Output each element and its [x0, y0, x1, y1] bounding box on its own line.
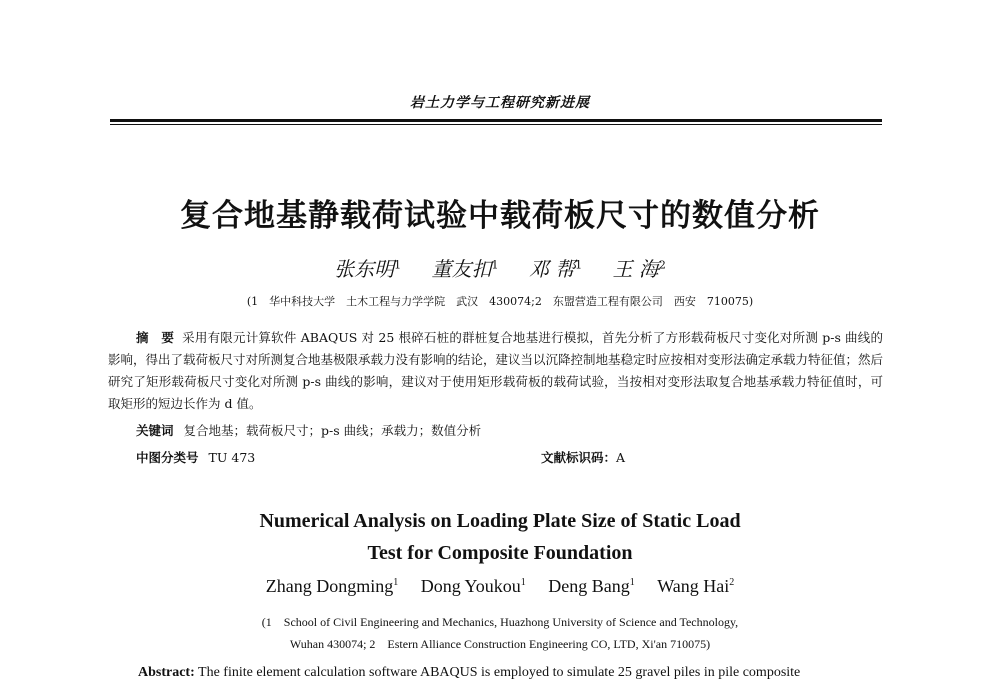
classification-row — [108, 447, 883, 469]
author-en: Deng Bang$^1$ — [548, 576, 635, 596]
document-code-label: 文献标识码： — [541, 450, 617, 465]
author-cn: 董友扣$^1$ — [431, 257, 499, 281]
abstract-cn — [108, 327, 883, 415]
affiliation-en-line: Wuhan 430074; 2 Estern Alliance Construction Engineering CO, LTD, Xi'an 710075) — [289, 637, 711, 651]
classification-value: TU 473 — [208, 450, 256, 465]
author-en: Dong Youkou$^1$ — [420, 576, 526, 596]
journal-header: 岩土力学与工程研究新进展 — [410, 95, 590, 111]
document-code — [541, 447, 625, 469]
abstract-cn-text: 采用有限元计算软件 ABAQUS 对 25 根碎石桩的群桩复合地基进行模拟，首先分析了方形载荷板尺寸变化对所测 p-s 曲线的影响，得出了载荷板尺寸对所测复合地基极限承载力没有影响的结论，建议当以沉降控制地基稳定时应按相对变形法确定承载力特征值；然后研究了矩形载荷板尺寸变化对所测 p-s 曲线的影响，建议对于使用矩形载荷板的载荷试验，当按相对变形法取复合地基承载力特征值时，可取矩形的短边长作为 d 值。 — [108, 330, 884, 411]
author-en: Zhang Dongming$^1$ — [265, 576, 399, 596]
author-en: Wang Hai$^2$ — [657, 576, 735, 596]
abstract-en-label: Abstract: — [138, 665, 195, 680]
authors-en — [0, 576, 1000, 597]
author-cn: 王 海$^2$ — [612, 257, 666, 281]
author-cn: 张东明$^1$ — [334, 257, 402, 281]
document-code-value: A — [616, 450, 626, 465]
abstract-en — [138, 665, 898, 681]
keywords-cn — [108, 420, 883, 442]
author-cn: 邓 帮$^1$ — [528, 257, 583, 281]
affiliation-en-line: (1 School of Civil Engineering and Mechanics, Huazhong University of Science and Technology, — [261, 615, 739, 629]
title-en-line: Test for Composite Foundation — [367, 542, 633, 564]
abstract-en-text: The finite element calculation software ABAQUS is employed to simulate 25 gravel piles in pile composite — [198, 665, 801, 680]
affiliation-en — [0, 611, 1000, 655]
abstract-cn-label: 摘 要 — [136, 330, 175, 345]
authors-cn — [0, 253, 1000, 282]
affiliation-cn: (1 华中科技大学 土木工程与力学学院 武汉 430074;2 东盟营造工程有限公司 西安 710075) — [246, 295, 754, 308]
title-en — [0, 505, 1000, 569]
header-rule-thick — [110, 119, 882, 122]
keywords-label: 关键词 — [136, 423, 174, 438]
header-rule-thin — [110, 124, 882, 125]
classification-label: 中图分类号 — [136, 450, 199, 465]
title-cn: 复合地基静载荷试验中载荷板尺寸的数值分析 — [180, 198, 820, 234]
keywords-text: 复合地基；载荷板尺寸；p-s 曲线；承载力；数值分析 — [183, 423, 482, 438]
title-en-line: Numerical Analysis on Loading Plate Size of Static Load — [259, 510, 741, 532]
